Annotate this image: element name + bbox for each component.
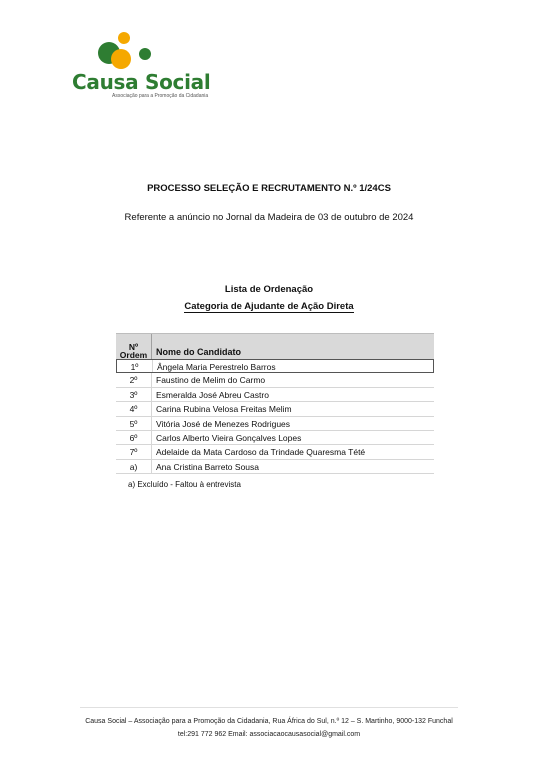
table-row[interactable]: [116, 417, 434, 431]
table-row[interactable]: [116, 431, 434, 445]
row-name: Carlos Alberto Vieira Gonçalves Lopes: [156, 432, 302, 443]
row-order: 5º: [116, 417, 152, 430]
logo-name: Causa Social: [72, 70, 211, 94]
table-note: a) Excluído - Faltou à entrevista: [128, 480, 241, 489]
table-row[interactable]: [116, 402, 434, 416]
row-order: 4º: [116, 402, 152, 415]
row-order: 6º: [116, 431, 152, 444]
footer-divider: [80, 707, 458, 708]
table-row[interactable]: [116, 359, 434, 373]
header-name: Nome do Candidato: [156, 347, 241, 357]
row-order: 3º: [116, 388, 152, 401]
table-row[interactable]: [116, 460, 434, 474]
category-label: Categoria de Ajudante de Ação Direta: [184, 301, 354, 312]
row-order: 7º: [116, 445, 152, 458]
table-row[interactable]: [116, 373, 434, 387]
row-name: Ana Cristina Barreto Sousa: [156, 461, 259, 472]
row-order: 2º: [116, 373, 152, 386]
logo-tagline: Associação para a Promoção da Cidadania: [112, 93, 209, 99]
causa-social-logo: [72, 28, 211, 102]
table-row[interactable]: [116, 445, 434, 459]
document-reference: Referente a anúncio no Jornal da Madeira de 03 de outubro de 2024: [124, 212, 414, 223]
table-row[interactable]: [116, 388, 434, 402]
table-header: [116, 333, 434, 359]
document-title: PROCESSO SELEÇÃO E RECRUTAMENTO N.º 1/24CS: [147, 183, 391, 194]
header-order: Nº Ordem: [116, 334, 152, 360]
row-name: Ângela Maria Perestrelo Barros: [157, 362, 276, 372]
row-name: Vitória José de Menezes Rodrigues: [156, 418, 291, 429]
row-name: Adelaide da Mata Cardoso da Trindade Quaresma Tété: [156, 447, 366, 458]
category-title: [0, 301, 538, 312]
candidates-table: [116, 333, 434, 474]
list-title: Lista de Ordenação: [224, 284, 314, 295]
footer-contact: tel:291 772 962 Email: associacaocausasocial@gmail.com: [177, 731, 361, 738]
row-name: Esmeralda José Abreu Castro: [156, 389, 269, 400]
footer-address: Causa Social – Associação para a Promoção da Cidadania, Rua África do Sul, n.º 12 – S. Martinho, 9000-132 Funchal: [85, 718, 453, 725]
row-name: Faustino de Melim do Carmo: [156, 375, 266, 386]
row-name: Carina Rubina Velosa Freitas Melim: [156, 404, 292, 415]
logo-circles-icon: [98, 28, 158, 72]
row-order: 1º: [117, 360, 153, 372]
row-order: a): [116, 460, 152, 473]
